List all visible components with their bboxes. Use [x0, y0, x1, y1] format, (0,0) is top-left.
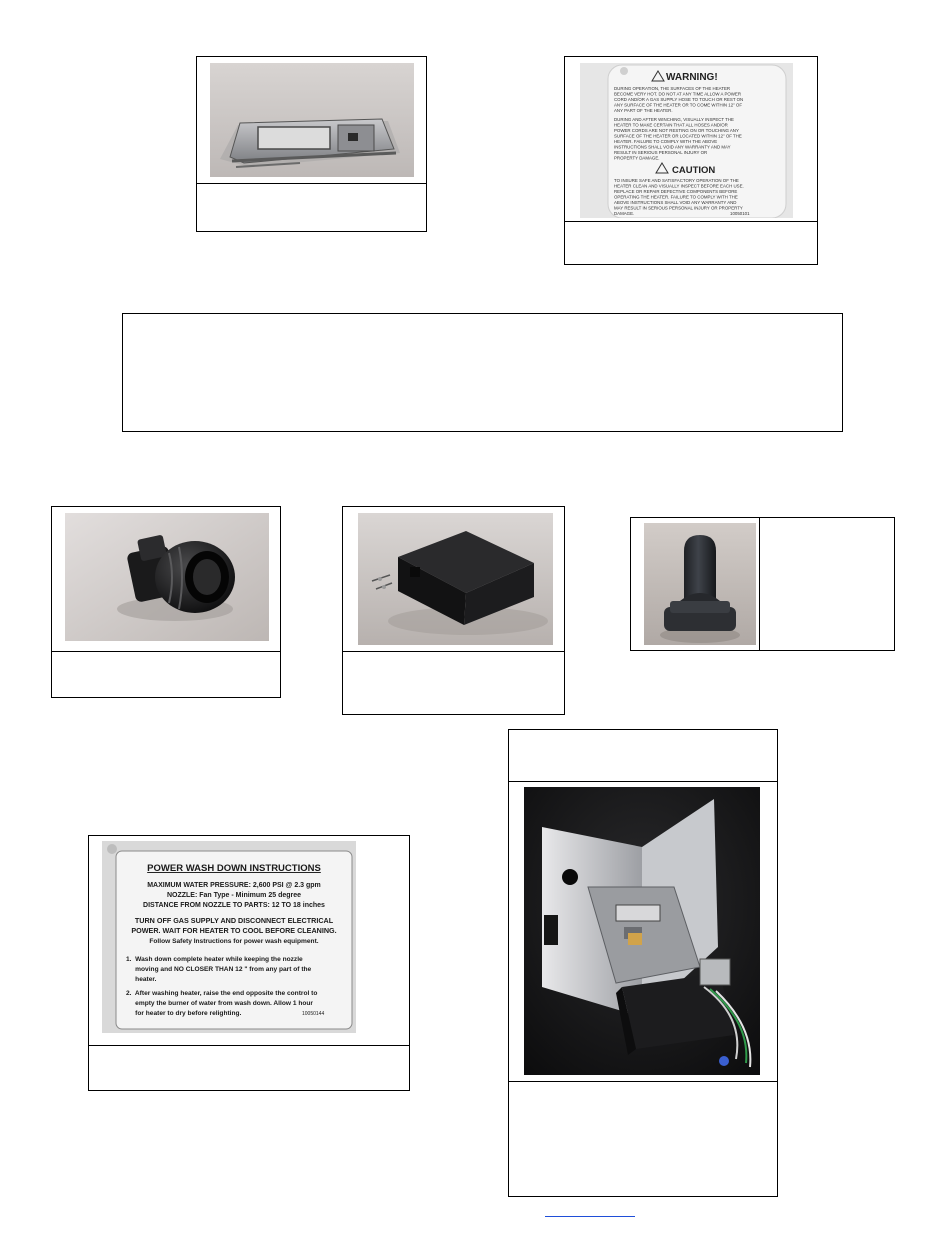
warning-text-line: INSTRUCTIONS SHALL VOID ANY WARRANTY AND MAY [614, 144, 731, 150]
power-wash-notice: Follow Safety Instructions for power wash equipment. [149, 938, 319, 945]
power-wash-step: 2. After washing heater, raise the end opposite the control to [126, 990, 318, 997]
warning-label-photo [580, 63, 793, 218]
power-wash-notice: TURN OFF GAS SUPPLY AND DISCONNECT ELECTRICAL [134, 916, 334, 925]
heater-assembly-photo [524, 787, 760, 1075]
power-wash-spec: MAXIMUM WATER PRESSURE: 2,600 PSI @ 2.3 gpm [147, 882, 321, 889]
warning-text-line: DURING AND AFTER WINCHING, VISUALLY INSPECT THE [614, 117, 734, 122]
toggle-boot-photo [644, 523, 756, 645]
caution-text-line: ABOVE INSTRUCTIONS SHALL VOID ANY WARRANTY AND [614, 200, 737, 205]
power-wash-step: 1. Wash down complete heater while keeping the nozzle [126, 956, 303, 963]
power-wash-step: for heater to dry before relighting. [126, 1010, 242, 1017]
power-wash-step: empty the burner of water from wash down. Allow 1 hour [126, 1000, 313, 1007]
caution-title: CAUTION [672, 165, 716, 176]
power-wash-part-number: 10050144 [302, 1011, 325, 1017]
caution-text-line: OPERATING THE HEATER. FAILURE TO COMPLY WITH THE [614, 194, 738, 200]
power-wash-notice: POWER. WAIT FOR HEATER TO COOL BEFORE CLEANING. [131, 926, 337, 935]
control-box-photo [358, 513, 553, 645]
warning-part-number: 10050101 [730, 211, 750, 216]
caution-text-line: MAY RESULT IN SERIOUS PERSONAL INJURY OR PROPERTY [614, 205, 743, 211]
warning-label-figure [564, 56, 818, 265]
power-wash-spec: NOZZLE: Fan Type - Minimum 25 degree [166, 892, 302, 899]
warning-text-line: SURFACE OF THE HEATER OR LOCATED WITHIN 12" OF THE [614, 133, 742, 139]
power-wash-label-photo [102, 841, 356, 1033]
power-wash-label-figure [88, 835, 410, 1091]
cord-grip-photo [65, 513, 269, 641]
warning-text-line: HEATER TO MAKE CERTAIN THAT ALL HOSES AND/OR [614, 122, 728, 128]
warning-text-line: PROPERTY DAMAGE. [614, 155, 660, 161]
power-wash-step: heater. [126, 976, 157, 983]
warning-text-line: BECOME VERY HOT. DO NOT AT ANY TIME ALLOW A POWER [614, 91, 742, 97]
caution-text-line: TO INSURE SAFE AND SATISFACTORY OPERATION OF THE [614, 178, 739, 183]
power-wash-step: moving and NO CLOSER THAN 12 " from any part of the [126, 966, 312, 973]
warning-title: WARNING! [666, 72, 718, 83]
heater-assembly-figure [508, 729, 778, 1197]
bracket-photo [210, 63, 414, 177]
warning-text-line: ANY PART OF THE HEATER. [614, 108, 673, 113]
warning-text-line: POWER CORDS ARE NOT RESTING ON OR TOUCHING ANY [614, 128, 739, 133]
warning-text-line: DURING OPERATION, THE SURFACES OF THE HEATER [614, 86, 731, 91]
footer-link-underline[interactable] [545, 1216, 635, 1217]
notes-box [122, 313, 843, 432]
warning-text-line: HEATER. FAILURE TO COMPLY WITH THE ABOVE [614, 139, 718, 144]
bracket-figure [196, 56, 427, 232]
cord-grip-figure [51, 506, 281, 698]
caution-text-line: DAMAGE. [614, 211, 635, 216]
caution-text-line: HEATER CLEAN AND VISUALLY INSPECT BEFORE EACH USE. [614, 183, 744, 189]
caution-text-line: REPLACE OR REPAIR DEFECTIVE COMPONENTS BEFORE [614, 189, 738, 194]
warning-text-line: CORD AND/OR A GAS SUPPLY HOSE TO TOUCH OR REST ON [614, 97, 744, 102]
toggle-boot-figure [630, 517, 895, 651]
warning-text-line: RESULT IN SERIOUS PERSONAL INJURY OR [614, 150, 708, 155]
power-wash-spec: DISTANCE FROM NOZZLE TO PARTS: 12 TO 18 inches [143, 902, 325, 909]
warning-text-line: ANY SURFACE OF THE HEATER OR TO COME WITHIN 12" OF [614, 102, 743, 108]
control-box-figure [342, 506, 565, 715]
power-wash-title: POWER WASH DOWN INSTRUCTIONS [147, 863, 321, 874]
